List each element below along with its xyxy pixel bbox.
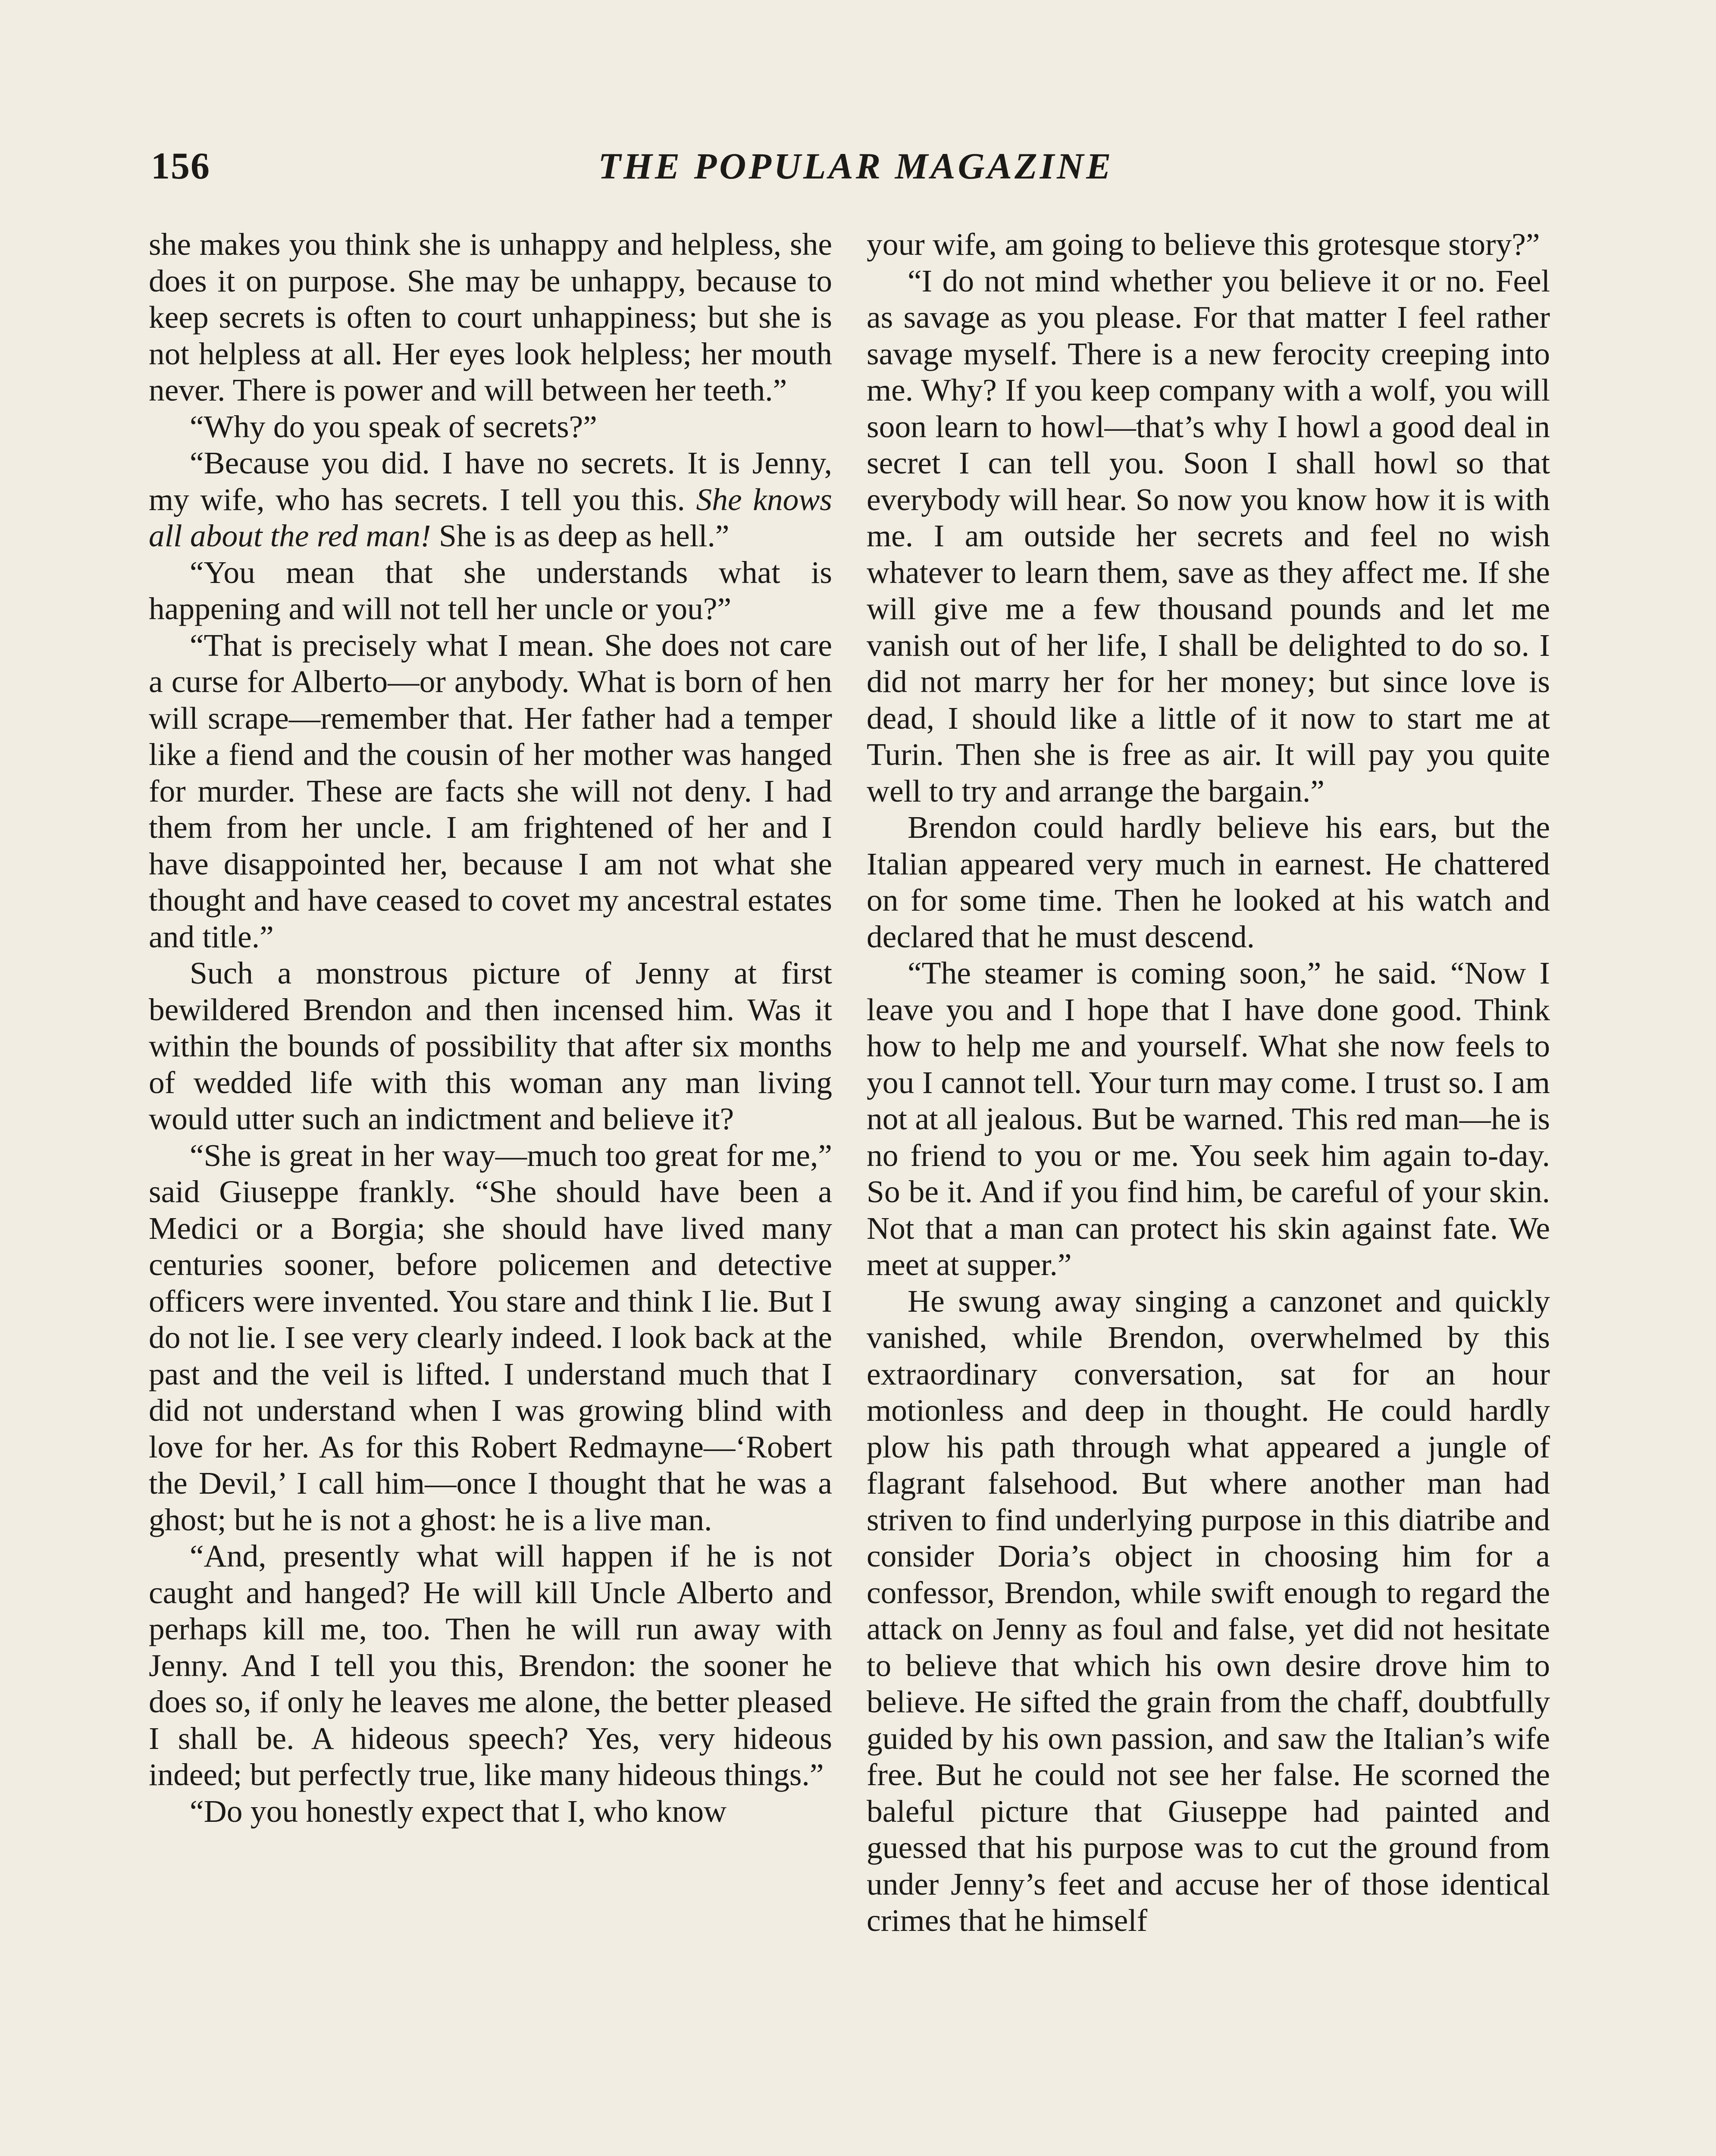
paragraph: “She is great in her way—much too great for me,” said Giuseppe frankly. “She should have been a Medici or a Borgia; she should have lived many centuries sooner, before policemen and detective officers were invented. You stare and think I lie. But I do not lie. I see very clearly indeed. I look back at the past and the veil is lifted. I understand much that I did not understand when I was growing blind with love for her. As for this Robert Redmayne—‘Robert the Devil,’ I call him—once I thought that he was a ghost; but he is not a ghost: he is a live man.	[149, 1138, 832, 1537]
page-number: 156	[151, 145, 210, 187]
right-column	[867, 226, 1550, 1939]
paragraph: “I do not mind whether you believe it or no. Feel as savage as you please. For that matter I feel rather savage myself. There is a new ferocity creeping into me. Why? If you keep company with a wolf, you will soon learn to howl—that’s why I howl a good deal in secret I can tell you. Soon I shall howl so that everybody will hear. So now you know how it is with me. I am outside her secrets and feel no wish whatever to learn them, save as they affect me. If she will give me a few thousand pounds and let me vanish out of her life, I shall be delighted to do so. I did not marry her for her money; but since love is dead, I should like a little of it now to start me at Turin. Then she is free as air. It will pay you quite well to try and arrange the bargain.”	[867, 263, 1550, 808]
text-run: She is as deep as hell.”	[438, 518, 730, 553]
paragraph: “Do you honestly expect that I, who know	[190, 1793, 727, 1829]
paragraph: “You mean that she understands what is happening and will not tell her uncle or you?”	[149, 555, 832, 626]
paragraph: your wife, am going to believe this grotesque story?”	[867, 227, 1540, 262]
paragraph	[149, 445, 832, 555]
running-title: THE POPULAR MAGAZINE	[598, 145, 1114, 187]
paragraph: He swung away singing a canzonet and quickly vanished, while Brendon, overwhelmed by this extraordinary conversation, sat for an hour motionless and deep in thought. He could hardly plow his path through what appeared a jungle of flagrant falsehood. But where another man had striven to find underlying purpose in this diatribe and consider Doria’s object in choosing him for a confessor, Brendon, while swift enough to regard the attack on Jenny as foul and false, yet did not hesitate to believe that which his own desire drove him to believe. He sifted the grain from the chaff, doubtfully guided by his own passion, and saw the Italian’s wife free. But he could not see her false. He scorned the baleful picture that Giuseppe had painted and guessed that his purpose was to cut the ground from under Jenny’s feet and accuse her of those identical crimes that he himself	[867, 1283, 1550, 1938]
page-header	[151, 144, 1561, 201]
text-run: “Because you did. I have no secrets. It is Jenny, my wife, who has secrets. I tell you this.	[149, 445, 832, 517]
italic-emphasis: She knows all about the red man!	[149, 482, 833, 553]
paragraph: Brendon could hardly believe his ears, but the Italian appeared very much in earnest. He chattered on for some time. Then he looked at his watch and declared that he must descend.	[867, 810, 1550, 954]
left-column	[149, 226, 832, 1830]
paragraph: “And, presently what will happen if he is not caught and hanged? He will kill Uncle Alberto and perhaps kill me, too. Then he will run away with Jenny. And I tell you this, Brendon: the sooner he does so, if only he leaves me alone, the better pleased I shall be. A hideous speech? Yes, very hideous indeed; but perfectly true, like many hideous things.”	[149, 1539, 832, 1792]
paragraph: Such a monstrous picture of Jenny at first bewildered Brendon and then incensed him. Was it within the bounds of possibility that after six months of wedded life with this woman any man living would utter such an indictment and believe it?	[149, 956, 832, 1136]
paragraph: “That is precisely what I mean. She does not care a curse for Alberto—or anybody. What is born of hen will scrape—remember that. Her father had a temper like a fiend and the cousin of her mother was hanged for murder. These are facts she will not deny. I had them from her uncle. I am frightened of her and I have disappointed her, because I am not what she thought and have ceased to covet my ancestral estates and title.”	[149, 627, 832, 954]
paragraph: “Why do you speak of secrets?”	[190, 409, 597, 444]
paragraph: “The steamer is coming soon,” he said. “Now I leave you and I hope that I have done good. Think how to help me and yourself. What she now feels to you I cannot tell. Your turn may come. I trust so. I am not at all jealous. But be warned. This red man—he is no friend to you or me. You seek him again to-day. So be it. And if you find him, be careful of your skin. Not that a man can protect his skin against fate. We meet at supper.”	[867, 956, 1550, 1282]
paragraph: she makes you think she is unhappy and helpless, she does it on purpose. She may be unhappy, because to keep secrets is often to court unhappiness; but she is not helpless at all. Her eyes look helpless; her mouth never. There is power and will between her teeth.”	[149, 227, 832, 407]
